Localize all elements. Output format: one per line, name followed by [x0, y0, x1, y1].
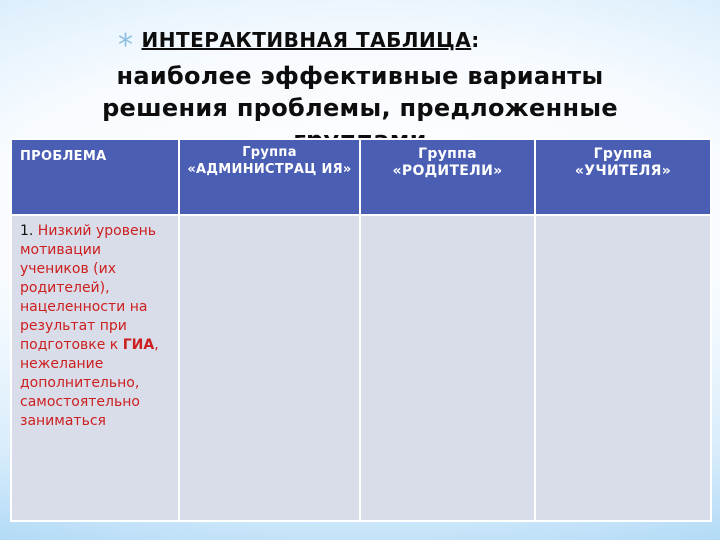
table-header-row: [11, 139, 711, 215]
problem-text: Низкий уровень мотивации учеников (их родителей), нацеленности на результат при подготовке к: [20, 223, 156, 353]
header-group-parents: [360, 139, 535, 215]
problem-number: 1.: [20, 223, 34, 239]
header-group-name: «РОДИТЕЛИ»: [392, 163, 503, 179]
title-line-3: решения проблемы, предложенные: [102, 94, 618, 122]
header-group-label: Группа: [418, 146, 477, 162]
problem-text-gia: ГИА: [122, 337, 155, 353]
teachers-cell[interactable]: [535, 215, 711, 521]
header-group-teachers: [535, 139, 711, 215]
asterisk-bullet-icon: *: [118, 28, 134, 63]
header-group-administration: [179, 139, 360, 215]
interactive-table: [10, 138, 712, 522]
title-line-1: [118, 20, 480, 63]
header-group-label: Группа: [593, 146, 653, 162]
header-group-name: «АДМИНИСТРАЦ ИЯ»: [187, 162, 352, 177]
title-colon: :: [471, 28, 480, 52]
header-group-name: «УЧИТЕЛЯ»: [574, 163, 672, 179]
title-heading: ИНТЕРАКТИВНАЯ ТАБЛИЦА: [141, 28, 472, 52]
header-group-label: Группа: [242, 145, 297, 160]
header-problem: ПРОБЛЕМА: [11, 139, 179, 215]
problem-text-end: , нежелание дополнительно, самостоятельно заниматься: [20, 337, 159, 429]
title-line-2: наиболее эффективные варианты: [116, 62, 604, 90]
table-row: [11, 215, 711, 521]
administration-cell[interactable]: [179, 215, 360, 521]
problem-cell: [11, 215, 179, 521]
parents-cell[interactable]: [360, 215, 535, 521]
